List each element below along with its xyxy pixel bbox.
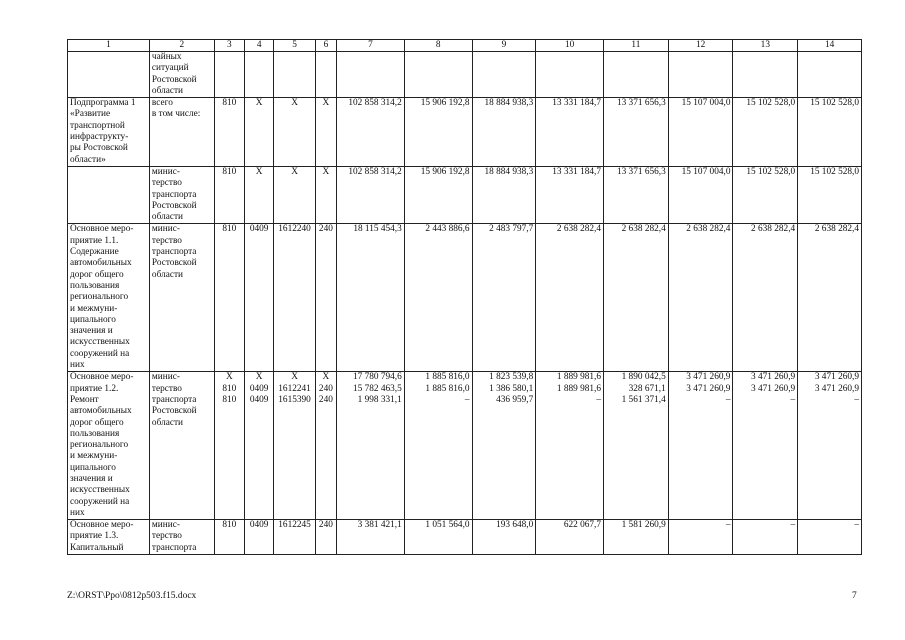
- table-cell-col-8: [404, 98, 472, 167]
- cell-text-line: Х: [255, 98, 263, 109]
- table-cell-col-9: [472, 166, 536, 223]
- table-cell-col-12: [668, 52, 733, 98]
- table-cell-col-14: [798, 372, 862, 520]
- table-cell-col-7: [337, 372, 405, 520]
- table-cell-col-11: [604, 372, 669, 520]
- cell-text-line: Ростовской: [151, 74, 197, 85]
- cell-text-line: Ростовской: [151, 200, 197, 211]
- cell-text-line: 810: [222, 394, 237, 405]
- cell-text-line: 102 858 314,2: [348, 166, 402, 177]
- table-cell-col-13: [733, 166, 798, 223]
- cell-text-line: искусственных: [70, 485, 130, 496]
- column-header: 10: [536, 40, 604, 52]
- cell-text-line: 1 051 564,0: [425, 520, 470, 531]
- table-cell-col-14: [798, 224, 862, 372]
- table-cell-col-2: [149, 224, 214, 372]
- table-cell-col-1: [68, 166, 150, 223]
- cell-text-line: сооружений на: [70, 348, 130, 359]
- cell-text-line: 3 471 260,9: [686, 372, 731, 383]
- table-cell-col-4: [244, 98, 273, 167]
- table-cell-col-1: [68, 224, 150, 372]
- cell-text-line: Капитальный: [70, 542, 124, 553]
- cell-text-line: 13 371 656,3: [616, 166, 666, 177]
- cell-text-line: 15 107 004,0: [681, 166, 731, 177]
- table-row: [68, 98, 862, 167]
- column-header: 2: [149, 40, 214, 52]
- column-header: 4: [244, 40, 273, 52]
- cell-text-line: 193 648,0: [496, 520, 534, 531]
- column-header: 12: [668, 40, 733, 52]
- table-cell-col-12: [668, 520, 733, 555]
- cell-text-line: значения и: [70, 473, 113, 484]
- cell-text-line: Х: [291, 98, 298, 109]
- table-cell-col-1: [68, 98, 150, 167]
- cell-text-line: 13 331 184,7: [552, 166, 602, 177]
- cell-text-line: 810: [222, 383, 237, 394]
- cell-text-line: области: [151, 85, 183, 96]
- column-header: 9: [472, 40, 536, 52]
- cell-text-line: 15 107 004,0: [681, 98, 731, 109]
- cell-text-line: регионального: [70, 440, 129, 451]
- table-cell-col-5: [274, 52, 315, 98]
- cell-text-line: транспорта: [151, 542, 197, 553]
- cell-text-line: –: [854, 394, 859, 405]
- cell-text-line: области: [151, 417, 183, 428]
- cell-text-line: «Развитие: [70, 109, 111, 120]
- cell-text-line: 0409: [249, 394, 269, 405]
- table-cell-col-6: [315, 166, 336, 223]
- table-row: [68, 52, 862, 98]
- table-row: [68, 166, 862, 223]
- table-cell-col-14: [798, 98, 862, 167]
- cell-text-line: 1615390: [278, 394, 311, 405]
- cell-text-line: ципального: [70, 314, 116, 325]
- cell-text-line: 810: [222, 166, 237, 177]
- table-cell-col-9: [472, 520, 536, 555]
- table-cell-col-7: [337, 52, 405, 98]
- cell-text-line: 1 998 331,1: [357, 394, 402, 405]
- cell-text-line: пользования: [70, 428, 120, 439]
- column-header: 3: [214, 40, 244, 52]
- table-cell-col-5: [274, 372, 315, 520]
- cell-text-line: 15 782 463,5: [352, 383, 402, 394]
- cell-text-line: 18 884 938,3: [484, 166, 534, 177]
- table-cell-col-9: [472, 52, 536, 98]
- cell-text-line: инфраструкту-: [70, 132, 129, 143]
- table-row: [68, 372, 862, 520]
- cell-text-line: 1 890 042,5: [621, 372, 666, 383]
- table-cell-col-13: [733, 372, 798, 520]
- cell-text-line: Содержание: [70, 247, 119, 258]
- cell-text-line: терство: [151, 383, 182, 394]
- budget-table: [67, 39, 862, 555]
- table-cell-col-9: [472, 224, 536, 372]
- cell-text-line: транспорта: [151, 247, 197, 258]
- column-header: 11: [604, 40, 669, 52]
- cell-text-line: 15 102 528,0: [810, 166, 859, 177]
- cell-text-line: минис-: [151, 372, 180, 383]
- table-cell-col-2: [149, 52, 214, 98]
- table-row: [68, 224, 862, 372]
- cell-text-line: регионального: [70, 292, 129, 303]
- column-number-row: [68, 40, 862, 52]
- cell-text-line: Х: [291, 372, 298, 383]
- table-cell-col-7: [337, 224, 405, 372]
- cell-text-line: транспорта: [151, 189, 197, 200]
- table-cell-col-1: [68, 372, 150, 520]
- table-cell-col-1: [68, 520, 150, 555]
- table-cell-col-9: [472, 372, 536, 520]
- table-cell-col-4: [244, 52, 273, 98]
- table-cell-col-11: [604, 98, 669, 167]
- cell-text-line: 15 102 528,0: [810, 98, 859, 109]
- cell-text-line: и межмуни-: [70, 451, 118, 462]
- page-number: 7: [852, 591, 857, 601]
- table-cell-col-12: [668, 372, 733, 520]
- cell-text-line: 3 471 260,9: [814, 383, 859, 394]
- cell-text-line: Основное меро-: [70, 520, 134, 531]
- cell-text-line: всего: [151, 98, 173, 109]
- cell-text-line: ры Ростовской: [70, 143, 128, 154]
- cell-text-line: –: [790, 520, 796, 531]
- cell-text-line: терство: [151, 178, 182, 189]
- cell-text-line: 240: [318, 224, 333, 235]
- cell-text-line: области»: [70, 154, 106, 165]
- cell-text-line: терство: [151, 531, 182, 542]
- cell-text-line: 2 443 886,6: [425, 224, 470, 235]
- cell-text-line: 622 067,7: [563, 520, 602, 531]
- cell-text-line: 15 906 192,8: [420, 98, 470, 109]
- cell-text-line: ципального: [70, 462, 116, 473]
- cell-text-line: 1 885 816,0: [425, 383, 470, 394]
- table-cell-col-13: [733, 520, 798, 555]
- table-cell-col-7: [337, 166, 405, 223]
- table-cell-col-6: [315, 224, 336, 372]
- cell-text-line: 3 471 260,9: [814, 372, 859, 383]
- table-cell-col-7: [337, 98, 405, 167]
- table-cell-col-6: [315, 372, 336, 520]
- cell-text-line: 328 671,1: [628, 383, 666, 394]
- column-header: 13: [733, 40, 798, 52]
- table-cell-col-4: [244, 166, 273, 223]
- cell-text-line: 1612245: [278, 520, 311, 531]
- cell-text-line: –: [790, 394, 796, 405]
- table-cell-col-2: [149, 98, 214, 167]
- cell-text-line: приятие 1.2.: [70, 383, 119, 394]
- cell-text-line: –: [854, 520, 859, 531]
- cell-text-line: Ростовской: [151, 258, 197, 269]
- table-cell-col-14: [798, 520, 862, 555]
- cell-text-line: 2 638 282,4: [814, 224, 859, 235]
- table-cell-col-5: [274, 166, 315, 223]
- cell-text-line: 15 102 528,0: [746, 166, 796, 177]
- table-cell-col-5: [274, 224, 315, 372]
- table-cell-col-12: [668, 98, 733, 167]
- cell-text-line: 2 638 282,4: [751, 224, 796, 235]
- table-cell-col-3: [214, 224, 244, 372]
- table-cell-col-3: [214, 98, 244, 167]
- cell-text-line: 102 858 314,2: [348, 98, 402, 109]
- cell-text-line: 3 381 421,1: [357, 520, 402, 531]
- column-header: 8: [404, 40, 472, 52]
- table-cell-col-4: [244, 372, 273, 520]
- cell-text-line: Х: [322, 166, 330, 177]
- table-cell-col-11: [604, 166, 669, 223]
- table-row: [68, 520, 862, 555]
- cell-text-line: 0409: [249, 383, 269, 394]
- table-cell-col-2: [149, 372, 214, 520]
- cell-text-line: них: [70, 360, 85, 371]
- cell-text-line: 2 638 282,4: [686, 224, 731, 235]
- cell-text-line: области: [151, 212, 183, 223]
- cell-text-line: 240: [318, 383, 333, 394]
- cell-text-line: них: [70, 507, 85, 518]
- cell-text-line: –: [725, 520, 731, 531]
- table-cell-col-4: [244, 520, 273, 555]
- cell-text-line: сооружений на: [70, 496, 130, 507]
- table-cell-col-6: [315, 52, 336, 98]
- cell-text-line: области: [151, 269, 183, 280]
- cell-text-line: приятие 1.1.: [70, 235, 119, 246]
- cell-text-line: 18 115 454,3: [353, 224, 402, 235]
- cell-text-line: минис-: [151, 224, 180, 235]
- table-cell-col-1: [68, 52, 150, 98]
- table-cell-col-10: [536, 372, 604, 520]
- cell-text-line: 436 959,7: [496, 394, 534, 405]
- cell-text-line: 1 386 580,1: [489, 383, 534, 394]
- cell-text-line: Х: [322, 372, 330, 383]
- cell-text-line: 240: [318, 394, 333, 405]
- cell-text-line: значения и: [70, 326, 113, 337]
- cell-text-line: приятие 1.3.: [70, 531, 119, 542]
- cell-text-line: 0409: [249, 520, 269, 531]
- table-cell-col-8: [404, 224, 472, 372]
- table-cell-col-12: [668, 166, 733, 223]
- cell-text-line: 1 561 371,4: [621, 394, 666, 405]
- cell-text-line: 3 471 260,9: [686, 383, 731, 394]
- cell-text-line: 2 483 797,7: [489, 224, 534, 235]
- cell-text-line: в том числе:: [151, 109, 201, 120]
- cell-text-line: 810: [222, 98, 237, 109]
- column-header: 6: [315, 40, 336, 52]
- table-cell-col-13: [733, 224, 798, 372]
- cell-text-line: 2 638 282,4: [556, 224, 602, 235]
- table-cell-col-10: [536, 52, 604, 98]
- table-cell-col-10: [536, 224, 604, 372]
- cell-text-line: 1 581 260,9: [621, 520, 666, 531]
- cell-text-line: минис-: [151, 520, 180, 531]
- cell-text-line: 15 906 192,8: [420, 166, 470, 177]
- cell-text-line: 13 331 184,7: [552, 98, 602, 109]
- column-header: 1: [68, 40, 150, 52]
- cell-text-line: –: [725, 394, 731, 405]
- table-cell-col-2: [149, 166, 214, 223]
- cell-text-line: автомобильных: [70, 258, 132, 269]
- table-cell-col-3: [214, 520, 244, 555]
- table-cell-col-6: [315, 520, 336, 555]
- cell-text-line: 1 889 981,6: [556, 372, 602, 383]
- cell-text-line: 1612240: [278, 224, 311, 235]
- cell-text-line: Х: [255, 372, 263, 383]
- table-cell-col-11: [604, 52, 669, 98]
- cell-text-line: Подпрограмма 1: [70, 98, 136, 109]
- cell-text-line: 1612241: [278, 383, 311, 394]
- cell-text-line: –: [464, 394, 470, 405]
- cell-text-line: Основное меро-: [70, 224, 134, 235]
- table-cell-col-11: [604, 224, 669, 372]
- table-cell-col-8: [404, 520, 472, 555]
- cell-text-line: Х: [255, 166, 263, 177]
- cell-text-line: Х: [291, 166, 298, 177]
- table-cell-col-3: [214, 52, 244, 98]
- column-header: 14: [798, 40, 862, 52]
- cell-text-line: –: [596, 394, 602, 405]
- cell-text-line: 1 823 539,8: [489, 372, 534, 383]
- cell-text-line: 240: [318, 520, 333, 531]
- cell-text-line: ситуаций: [151, 63, 189, 74]
- cell-text-line: 1 889 981,6: [556, 383, 602, 394]
- table-cell-col-14: [798, 52, 862, 98]
- cell-text-line: транспорта: [151, 394, 197, 405]
- cell-text-line: пользования: [70, 280, 120, 291]
- cell-text-line: минис-: [151, 166, 180, 177]
- table-cell-col-3: [214, 372, 244, 520]
- table-cell-col-10: [536, 520, 604, 555]
- table-cell-col-5: [274, 98, 315, 167]
- cell-text-line: автомобильных: [70, 406, 132, 417]
- column-header: 7: [337, 40, 405, 52]
- cell-text-line: 1 885 816,0: [425, 372, 470, 383]
- table-cell-col-3: [214, 166, 244, 223]
- document-file-path: Z:\ORST\Ppo\0812p503.f15.docx: [67, 591, 197, 601]
- cell-text-line: 3 471 260,9: [751, 372, 796, 383]
- cell-text-line: терство: [151, 235, 182, 246]
- column-header: 5: [274, 40, 315, 52]
- cell-text-line: 3 471 260,9: [751, 383, 796, 394]
- cell-text-line: 17 780 794,6: [352, 372, 402, 383]
- cell-text-line: Ростовской: [151, 406, 197, 417]
- cell-text-line: 13 371 656,3: [616, 98, 666, 109]
- table-cell-col-8: [404, 166, 472, 223]
- cell-text-line: и межмуни-: [70, 303, 118, 314]
- table-cell-col-11: [604, 520, 669, 555]
- cell-text-line: дорог общего: [70, 269, 124, 280]
- cell-text-line: 0409: [249, 224, 269, 235]
- table-cell-col-10: [536, 98, 604, 167]
- cell-text-line: Х: [322, 98, 330, 109]
- cell-text-line: дорог общего: [70, 417, 124, 428]
- table-cell-col-7: [337, 520, 405, 555]
- cell-text-line: Основное меро-: [70, 372, 134, 383]
- table-cell-col-8: [404, 52, 472, 98]
- cell-text-line: 810: [222, 224, 237, 235]
- table-cell-col-2: [149, 520, 214, 555]
- cell-text-line: транспортной: [70, 120, 125, 131]
- table-cell-col-13: [733, 98, 798, 167]
- table-cell-col-4: [244, 224, 273, 372]
- table-cell-col-9: [472, 98, 536, 167]
- cell-text-line: 15 102 528,0: [746, 98, 796, 109]
- table-cell-col-6: [315, 98, 336, 167]
- cell-text-line: 18 884 938,3: [484, 98, 534, 109]
- table-cell-col-10: [536, 166, 604, 223]
- cell-text-line: 2 638 282,4: [621, 224, 666, 235]
- cell-text-line: Ремонт: [70, 394, 99, 405]
- table-cell-col-13: [733, 52, 798, 98]
- cell-text-line: чайных: [151, 52, 182, 62]
- table-cell-col-12: [668, 224, 733, 372]
- table-cell-col-8: [404, 372, 472, 520]
- cell-text-line: искусственных: [70, 337, 130, 348]
- table-cell-col-5: [274, 520, 315, 555]
- table-cell-col-14: [798, 166, 862, 223]
- cell-text-line: 810: [222, 520, 237, 531]
- cell-text-line: Х: [225, 372, 233, 383]
